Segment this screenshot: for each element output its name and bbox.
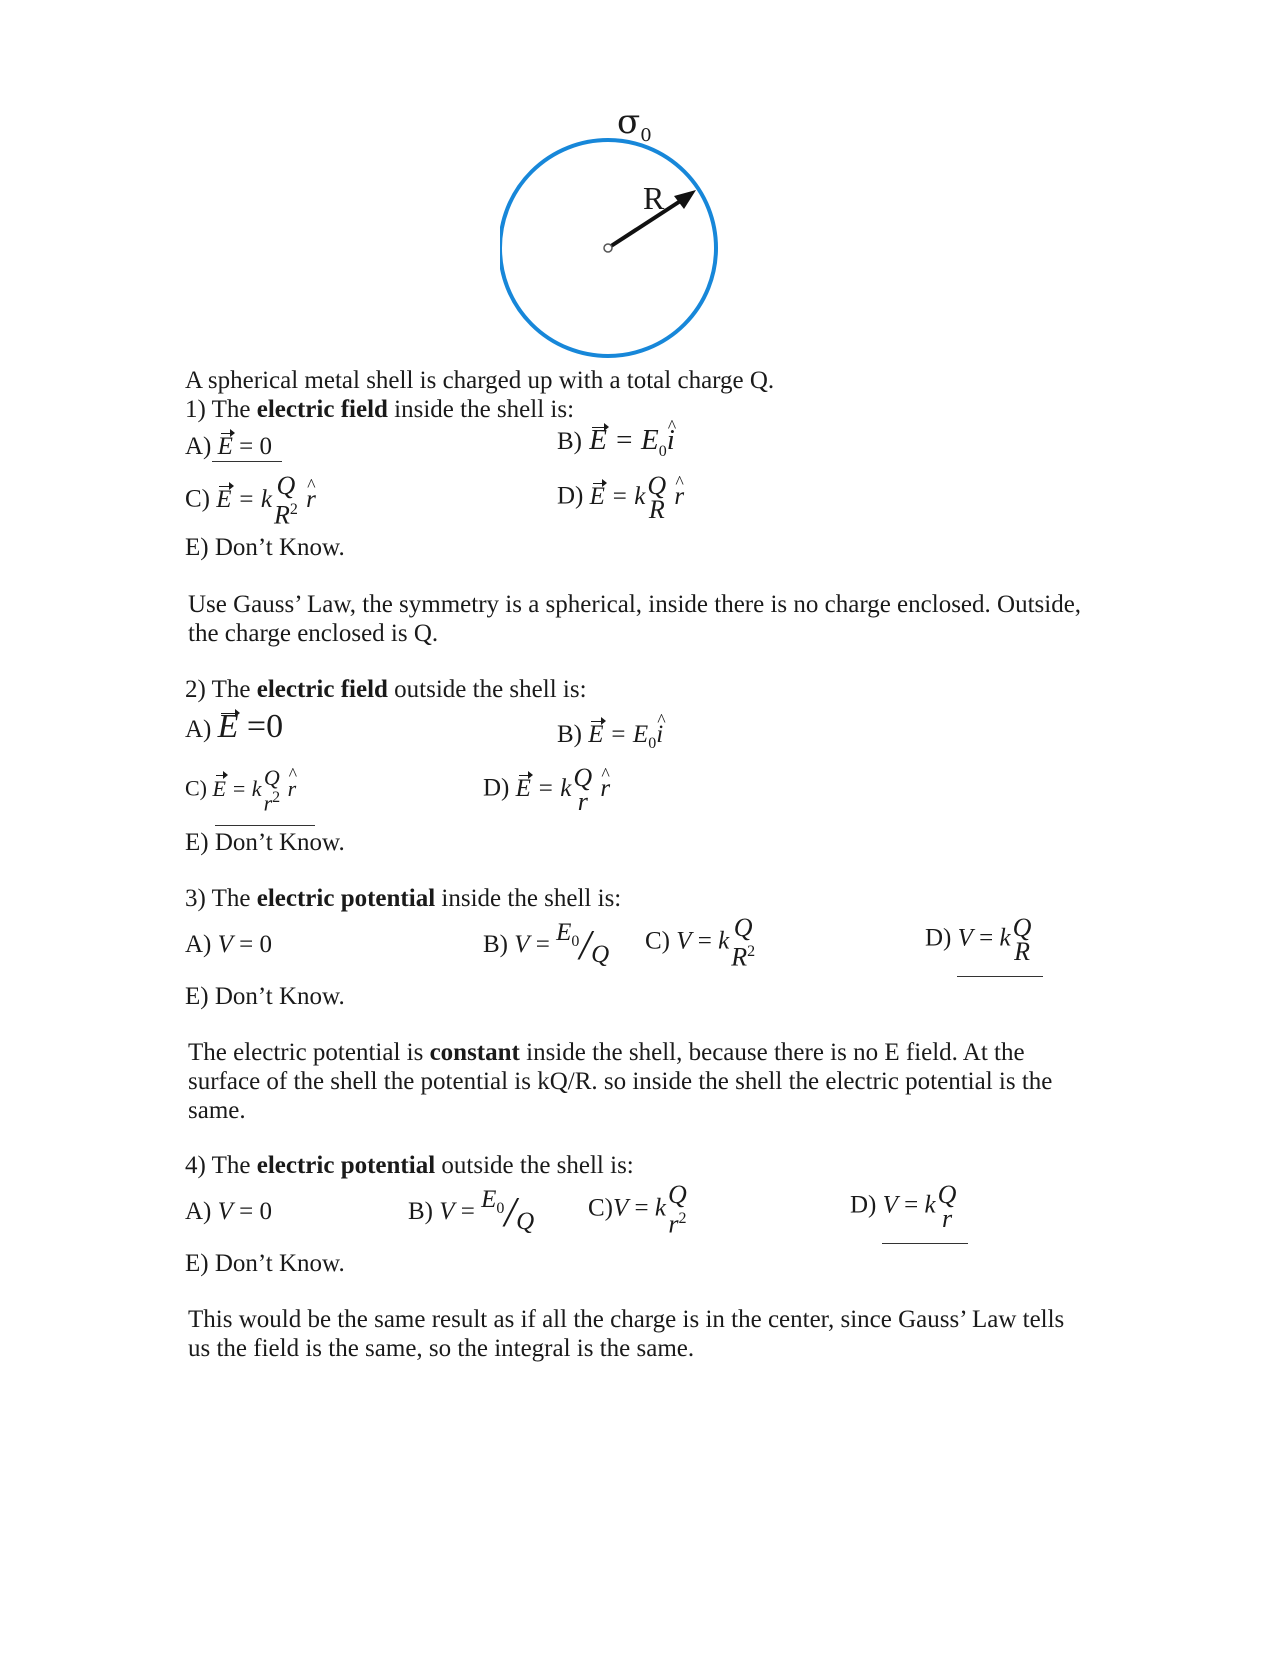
q2-option-a[interactable]: A) E =0 bbox=[185, 708, 284, 745]
q3-prompt: 3) The electric potential inside the shell is: bbox=[185, 885, 622, 912]
q1-option-d[interactable]: D) E = k Q R ^ r bbox=[557, 474, 684, 522]
q2-option-e[interactable]: E) Don’t Know. bbox=[185, 829, 345, 856]
q1-option-c[interactable]: C) E = k Q $R^2$ ^ r bbox=[185, 474, 316, 528]
q2-option-c[interactable]: C) E = k Q $r^2$ ^ r bbox=[185, 768, 296, 813]
spherical-shell-diagram bbox=[500, 138, 740, 368]
q1-option-b[interactable]: B) $E = E_0\^{}$ i bbox=[557, 426, 675, 466]
explanation-4: This would be the same result as if all the charge is in the center, since Gauss’ Law tells us the field is the same, so the integral is the same. bbox=[188, 1306, 1065, 1362]
q2-option-d[interactable]: D) E = k Q r ^ r bbox=[483, 766, 610, 814]
q1-answer-underline bbox=[212, 461, 282, 462]
q4-option-a[interactable]: A) V = 0 bbox=[185, 1198, 273, 1225]
q1-prompt: 1) The electric field inside the shell is: bbox=[185, 396, 575, 423]
radius-label: R bbox=[643, 180, 665, 216]
explanation-3: The electric potential is constant inside the shell, because there is no E field. At the surface of the shell the potential is kQ/R. so inside the shell the electric potential is the same. bbox=[188, 1039, 1053, 1124]
center-point bbox=[604, 244, 612, 252]
arrow-head-icon bbox=[674, 190, 696, 209]
q4-answer-underline bbox=[882, 1243, 968, 1244]
q2-prompt: 2) The electric field outside the shell is: bbox=[185, 676, 587, 703]
q4-option-b[interactable]: B) $V = E_0/Q$ bbox=[408, 1186, 535, 1237]
q2-option-b[interactable]: B) $E = E_0\^{}$ i bbox=[557, 720, 663, 758]
intro-text: A spherical metal shell is charged up with a total charge Q. bbox=[185, 367, 775, 394]
q3-option-b[interactable]: B) $V = E_0/Q$ bbox=[483, 919, 610, 970]
q1-option-a[interactable]: A) E = 0 bbox=[185, 433, 273, 460]
q4-prompt: 4) The electric potential outside the shell is: bbox=[185, 1152, 634, 1179]
q4-option-d[interactable]: D) V = k Q r bbox=[850, 1180, 957, 1233]
explanation-1: Use Gauss’ Law, the symmetry is a spherical, inside there is no charge enclosed. Outside, the charge enclosed is Q. bbox=[188, 591, 1082, 647]
q3-option-d[interactable]: D) V = k Q R bbox=[925, 913, 1032, 966]
q3-answer-underline bbox=[957, 976, 1043, 977]
q1-option-e[interactable]: E) Don’t Know. bbox=[185, 534, 345, 561]
q2-answer-underline bbox=[215, 825, 315, 826]
q4-option-e[interactable]: E) Don’t Know. bbox=[185, 1250, 345, 1277]
q4-option-c[interactable]: C)V = k Q $r^2$ bbox=[588, 1180, 687, 1239]
sigma-label: $\sigma_0$ bbox=[617, 102, 652, 146]
q3-option-c[interactable]: C) V = k Q $R^2$ bbox=[645, 913, 756, 972]
q3-option-e[interactable]: E) Don’t Know. bbox=[185, 983, 345, 1010]
q3-option-a[interactable]: A) V = 0 bbox=[185, 931, 273, 958]
